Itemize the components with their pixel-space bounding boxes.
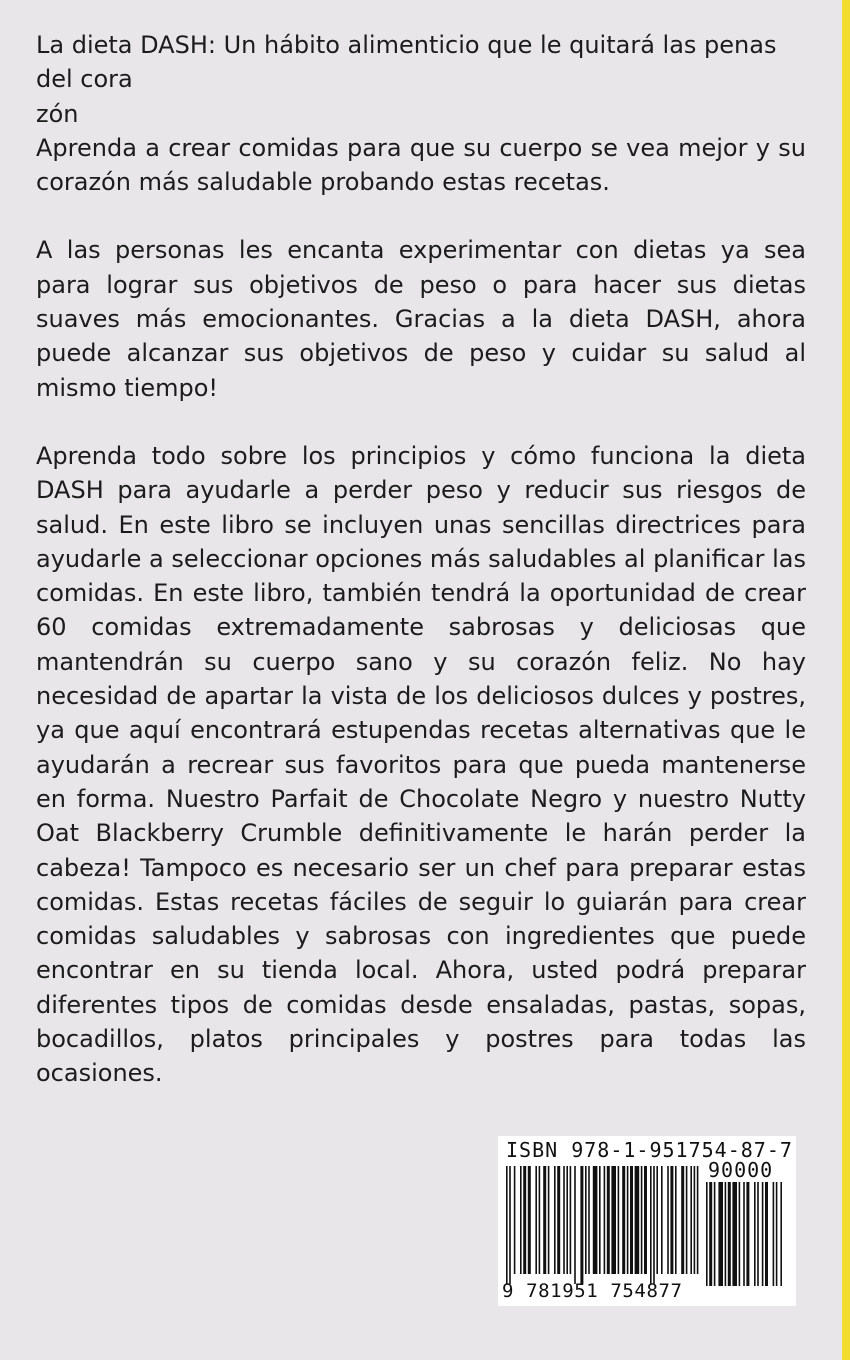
description-paragraph-1: A las personas les encanta experimentar con dietas ya sea para lograr sus objetivos de peso o para hacer sus dietas suaves más emocionantes. Gracias a la dieta DASH, ahora puede alcanzar sus objetivos de peso y cuidar su salud al mismo tiempo! [36, 236, 806, 402]
description-paragraph-2: Aprenda todo sobre los principios y cómo funciona la dieta DASH para ayudarle a perder peso y reducir sus riesgos de salud. En este libro se incluyen unas sencillas directrices para ayudarle a seleccionar opciones más saludables al planificar las comidas. En este libro, también tendrá la oportunidad de crear 60 comidas extremadamente sabrosas y deliciosas que mantendrán su cuerpo sano y su corazón feliz. No hay necesidad de apartar la vista de los deliciosos dulces y postres, ya que aquí encontrará estupendas recetas alternativas que le ayudarán a recrear sus favoritos para que pueda mantenerse en forma. Nuestro Parfait de Chocolate Negro y nuestro Nutty Oat Blackberry Crumble definitivamente le harán perder la cabeza! Tampoco es necesario ser un chef para preparar estas comidas. Estas recetas fáciles de seguir lo guiarán para crear comidas saludables y sabrosas con ingredientes que puede encontrar en su tienda local. Ahora, usted podrá preparar diferentes tipos de comidas desde ensaladas, pastas, sopas, bocadillos, platos principales y postres para todas las ocasiones. [36, 441, 806, 1088]
back-cover-text [36, 28, 806, 1091]
heading-line: La dieta DASH: Un hábito alimenticio que le quitará las penas del cora [36, 31, 777, 94]
addon-barcode-bars [704, 1182, 790, 1290]
price-code: 90000 [708, 1158, 774, 1182]
barcode-digits: 9 781951 754877 [502, 1280, 683, 1302]
ean13-barcode-bars [504, 1166, 700, 1290]
book-heading [36, 28, 806, 131]
heading-continuation: zón [36, 99, 79, 128]
isbn-barcode [498, 1136, 796, 1306]
yellow-spine-strip [842, 0, 850, 1360]
book-subtitle: Aprenda a crear comidas para que su cuerpo se vea mejor y su corazón más saludable probando estas recetas. [36, 133, 806, 197]
isbn-label: ISBN 978-1-951754-87-7 [506, 1138, 793, 1162]
